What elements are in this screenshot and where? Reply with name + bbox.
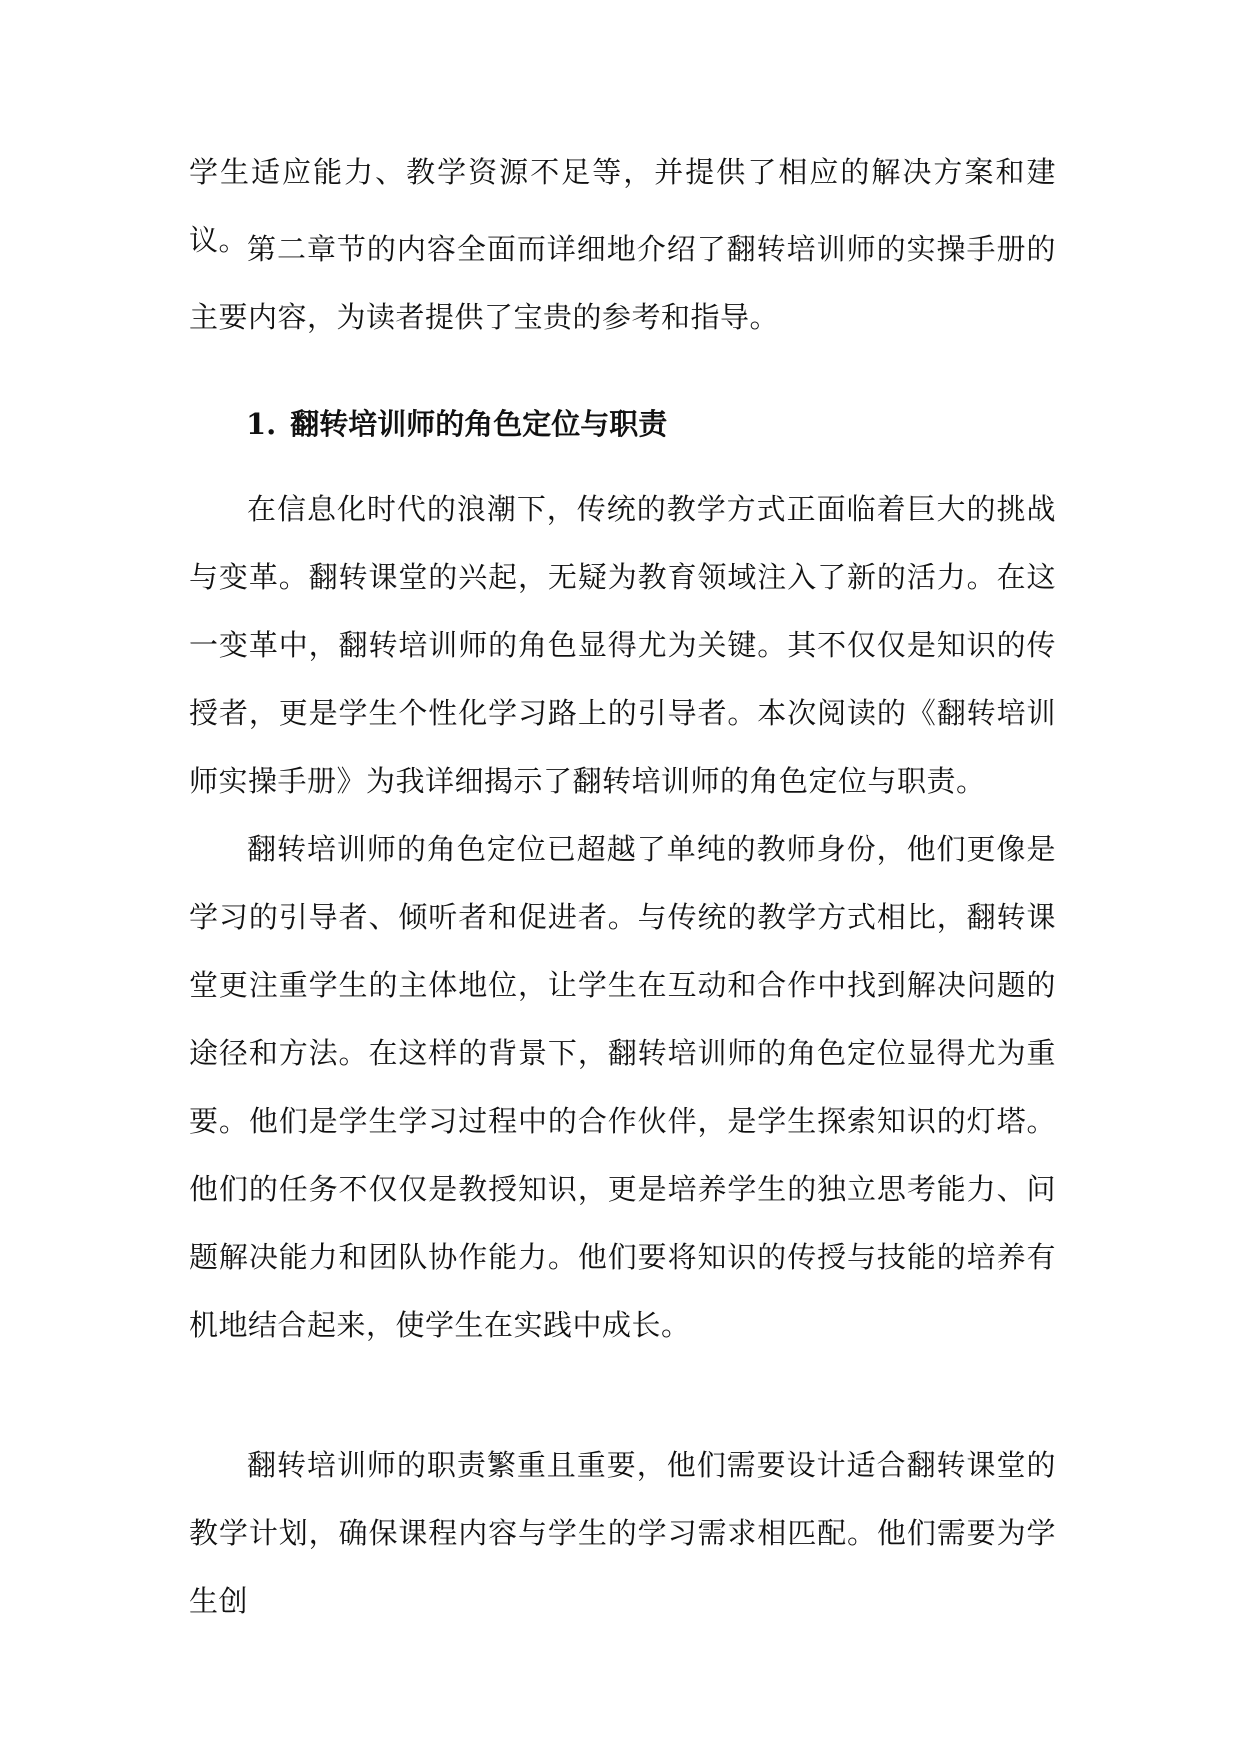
paragraph-section-intro: 在信息化时代的浪潮下，传统的教学方式正面临着巨大的挑战与变革。翻转课堂的兴起，无疑为教育领域注入了新的活力。在这一变革中，翻转培训师的角色显得尤为关键。其不仅仅是知识的传授者，更是学生个性化学习路上的引导者。本次阅读的《翻转培训师实操手册》为我详细揭示了翻转培训师的角色定位与职责。 (189, 492, 1056, 798)
section-number: 1. (246, 407, 277, 441)
paragraph-role-positioning: 翻转培训师的角色定位已超越了单纯的教师身份，他们更像是学习的引导者、倾听者和促进者。与传统的教学方式相比，翻转课堂更注重学生的主体地位，让学生在互动和合作中找到解决问题的途径和方法。在这样的背景下，翻转培训师的角色定位显得尤为重要。他们是学生学习过程中的合作伙伴，是学生探索知识的灯塔。他们的任务不仅仅是教授知识，更是培养学生的独立思考能力、问题解决能力和团队协作能力。他们要将知识的传授与技能的培养有机地结合起来，使学生在实践中成长。 (189, 832, 1056, 1342)
paragraph-chapter-summary: 第二章节的内容全面而详细地介绍了翻转培训师的实操手册的主要内容，为读者提供了宝贵的参考和指导。 (189, 232, 1056, 334)
section-heading (246, 404, 667, 444)
paragraph-responsibilities: 翻转培训师的职责繁重且重要，他们需要设计适合翻转课堂的教学计划，确保课程内容与学生的学习需求相匹配。他们需要为学生创 (189, 1448, 1056, 1618)
section-title: 翻转培训师的角色定位与职责 (290, 407, 668, 441)
paragraph-continuation: 学生适应能力、教学资源不足等，并提供了相应的解决方案和建议。 (189, 155, 1056, 257)
